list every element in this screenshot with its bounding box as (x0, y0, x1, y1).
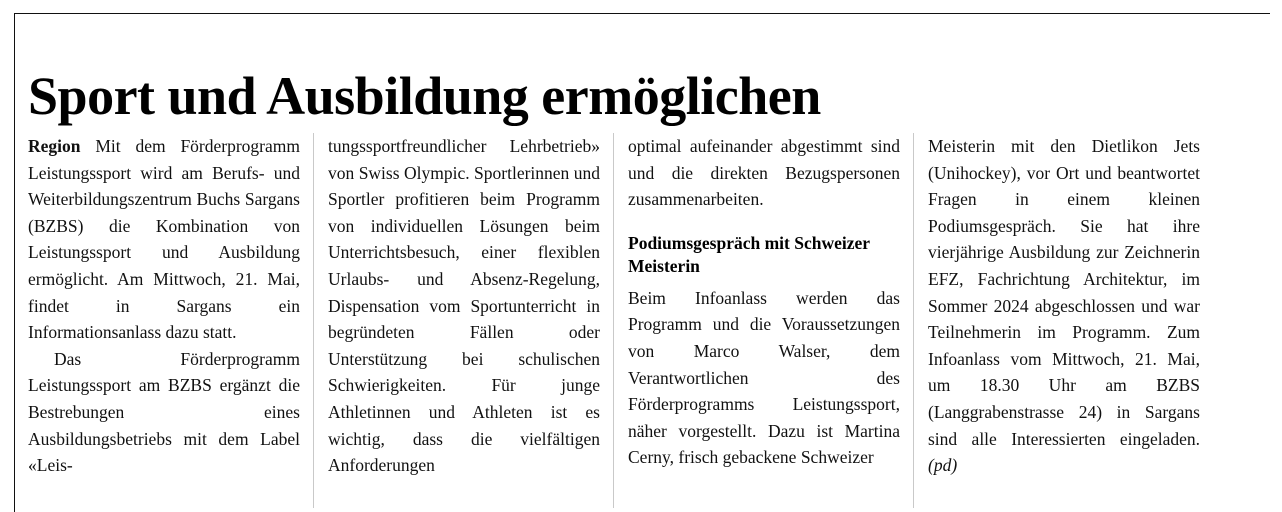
section-subheading: Podiumsgespräch mit Schweizer Meisterin (628, 232, 870, 276)
paragraph: tungssportfreundlicher Lehrbetrieb» von Swiss Olympic. Sportlerinnen und Sportler profitieren beim Programm von individuellen Lösungen beim Unterrichtsbesuch, einer flexiblen Urlaubs- und Absenz-Regelung, Dispensation vom Sportunterricht in begründeten Fällen oder Unterstützung bei schulischen Schwierigkeiten. Für junge Athletinnen und Athleten ist es wichtig, dass die vielfältigen Anforderungen (328, 136, 600, 476)
article-column-4 (928, 133, 1200, 508)
paragraph: Das Förderprogramm Leistungssport am BZBS ergänzt die Bestrebungen eines Ausbildungsbetriebs mit dem Label «Leis- (28, 348, 300, 476)
paragraph-text: Meisterin mit den Dietlikon Jets (Unihockey), vor Ort und beantwortet Fragen in einem kleinen Podiumsgespräch. Sie hat ihre vierjährige Ausbildung zur Zeichnerin EFZ, Fachrichtung Architektur, im Sommer 2024 abgeschlossen und war Teilnehmerin im Programm. Zum Infoanlass vom Mittwoch, 21. Mai, um 18.30 Uhr am BZBS (Langgrabenstrasse 24) in Sargans sind alle Interessierten eingeladen. (928, 136, 1200, 449)
paragraph (928, 133, 1200, 479)
lead-paragraph (28, 133, 300, 346)
left-divider-rule (14, 13, 15, 512)
page-title: Sport und Ausbildung ermöglichen (28, 66, 821, 127)
lead-paragraph-text: Mit dem Förderprogramm Leistungssport wird am Berufs- und Weiterbildungszentrum Buchs Sargans (BZBS) die Kombination von Leistungssport und Ausbildung ermöglicht. Am Mittwoch, 21. Mai, findet in Sargans ein Informationsanlass dazu statt. (28, 136, 300, 343)
paragraph: Beim Infoanlass werden das Programm und die Voraussetzungen von Marco Walser, dem Verantwortlichen des Förderprogramms Leistungssport, näher vorgestellt. Dazu ist Martina Cerny, frisch gebackene Schweizer (628, 287, 900, 468)
article-column-2 (328, 133, 600, 508)
article-column-3 (628, 133, 900, 508)
paragraph: optimal aufeinander abgestimmt sind und die direkten Bezugspersonen zusammenarbeiten. (628, 136, 900, 210)
region-kicker: Region (28, 136, 81, 156)
top-divider-rule (14, 13, 1270, 14)
article-column-1 (28, 133, 300, 508)
column-divider (613, 133, 614, 508)
column-divider (913, 133, 914, 508)
article-columns (28, 133, 1260, 508)
column-divider (313, 133, 314, 508)
article-credit: (pd) (928, 455, 958, 476)
